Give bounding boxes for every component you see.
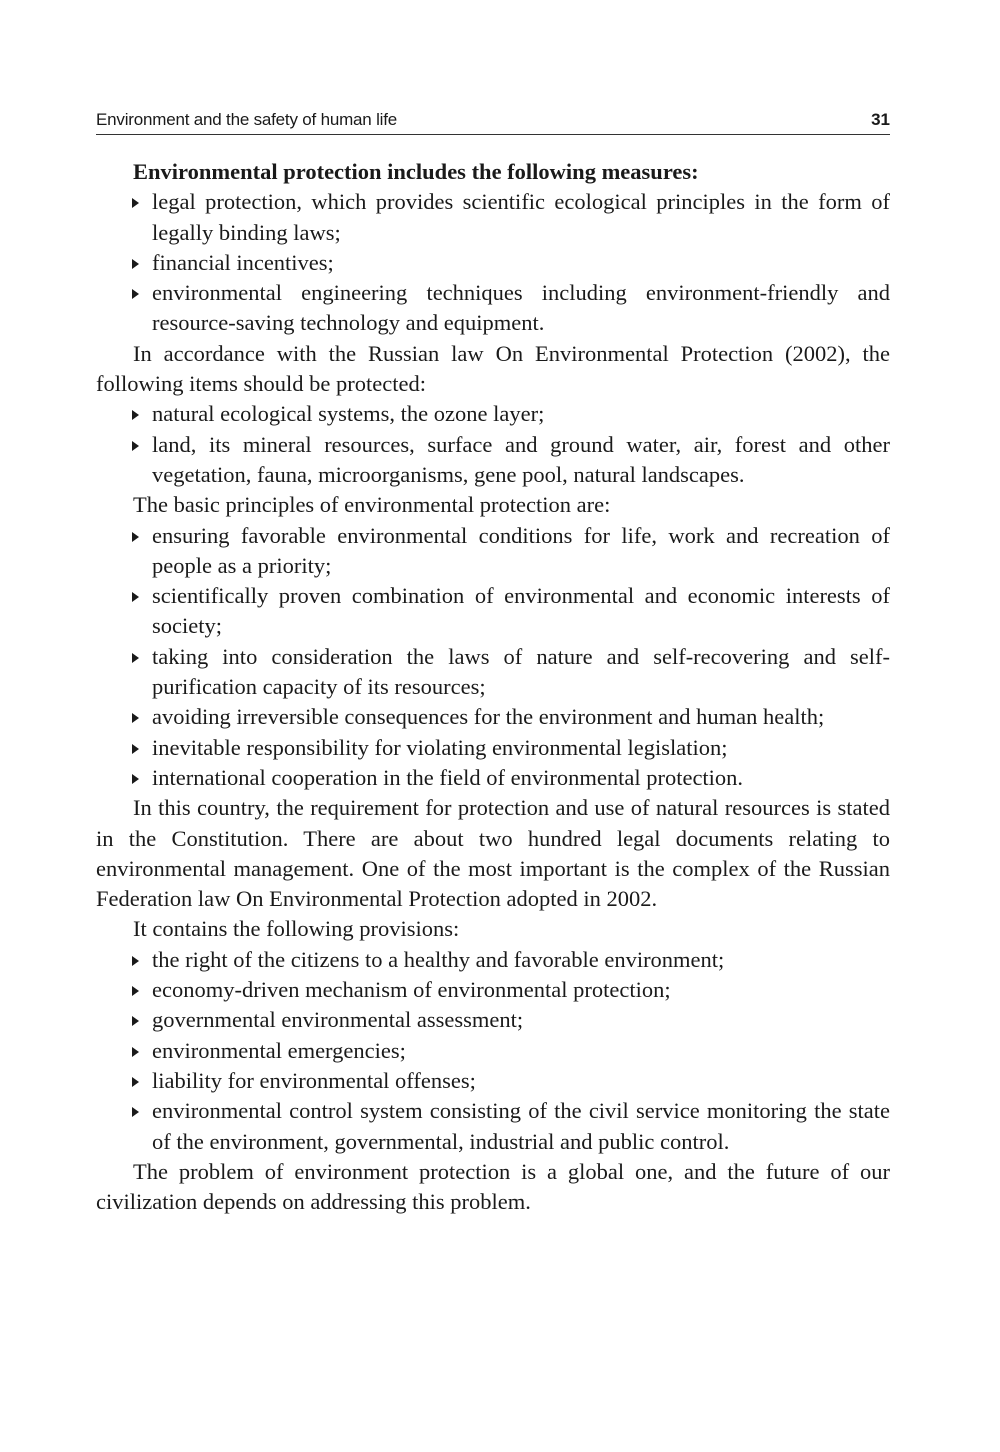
bullet-icon — [132, 956, 139, 966]
bullet-icon — [132, 744, 139, 754]
bullet-icon — [132, 532, 139, 542]
list-item: land, its mineral resources, surface and ground water, air, forest and other vegetation, fauna, microorganisms, gene pool, natural landscapes. — [96, 430, 890, 491]
provisions-intro: It contains the following provisions: — [133, 916, 460, 942]
list-item: environmental control system consisting of the civil service monitoring the state of the environment, governmental, industrial and public control. — [96, 1096, 890, 1157]
protected-items-intro: In accordance with the Russian law On Environmental Protection (2002), the following items should be protected: — [96, 340, 890, 397]
bullet-icon — [132, 1047, 139, 1057]
bullet-icon — [132, 713, 139, 723]
bullet-icon — [132, 774, 139, 784]
bullet-icon — [132, 592, 139, 602]
provisions-list — [96, 945, 890, 1157]
bullet-icon — [132, 441, 139, 451]
principles-list — [96, 521, 890, 794]
list-item: scientifically proven combination of environmental and economic interests of society; — [96, 581, 890, 642]
bullet-icon — [132, 1107, 139, 1117]
list-item: liability for environmental offenses; — [96, 1066, 890, 1096]
measures-heading: Environmental protection includes the following measures: — [133, 159, 699, 184]
bullet-icon — [132, 1016, 139, 1026]
bullet-icon — [132, 198, 139, 208]
list-item: environmental emergencies; — [96, 1036, 890, 1066]
list-item: environmental engineering techniques including environment-friendly and resource-saving technology and equipment. — [96, 278, 890, 339]
list-item: financial incentives; — [96, 248, 890, 278]
page-number: 31 — [871, 110, 890, 129]
constitution-paragraph: In this country, the requirement for protection and use of natural resources is stated in the Constitution. There are about two hundred legal documents relating to environmental management. One of the most important is the complex of the Russian Federation law On Environmental Protection adopted in 2002. — [96, 795, 890, 912]
list-item: the right of the citizens to a healthy and favorable environment; — [96, 945, 890, 975]
bullet-icon — [132, 653, 139, 663]
measures-list — [96, 187, 890, 338]
list-item: legal protection, which provides scientific ecological principles in the form of legally binding laws; — [96, 187, 890, 248]
bullet-icon — [132, 259, 139, 269]
list-item: international cooperation in the field of environmental protection. — [96, 763, 890, 793]
page-header — [96, 104, 890, 135]
bullet-icon — [132, 986, 139, 996]
protected-items-list — [96, 399, 890, 490]
running-title: Environment and the safety of human life — [96, 110, 398, 129]
list-item: avoiding irreversible consequences for the environment and human health; — [96, 702, 890, 732]
list-item: natural ecological systems, the ozone layer; — [96, 399, 890, 429]
list-item: economy-driven mechanism of environmental protection; — [96, 975, 890, 1005]
bullet-icon — [132, 289, 139, 299]
list-item: ensuring favorable environmental conditions for life, work and recreation of people as a priority; — [96, 521, 890, 582]
list-item: taking into consideration the laws of nature and self-recovering and self-purification capacity of its resources; — [96, 642, 890, 703]
bullet-icon — [132, 1077, 139, 1087]
list-item: governmental environmental assessment; — [96, 1005, 890, 1035]
principles-intro: The basic principles of environmental protection are: — [133, 492, 611, 518]
bullet-icon — [132, 410, 139, 420]
page-body — [96, 157, 890, 1217]
list-item: inevitable responsibility for violating environmental legislation; — [96, 733, 890, 763]
closing-paragraph: The problem of environment protection is a global one, and the future of our civilization depends on addressing this problem. — [96, 1158, 890, 1215]
